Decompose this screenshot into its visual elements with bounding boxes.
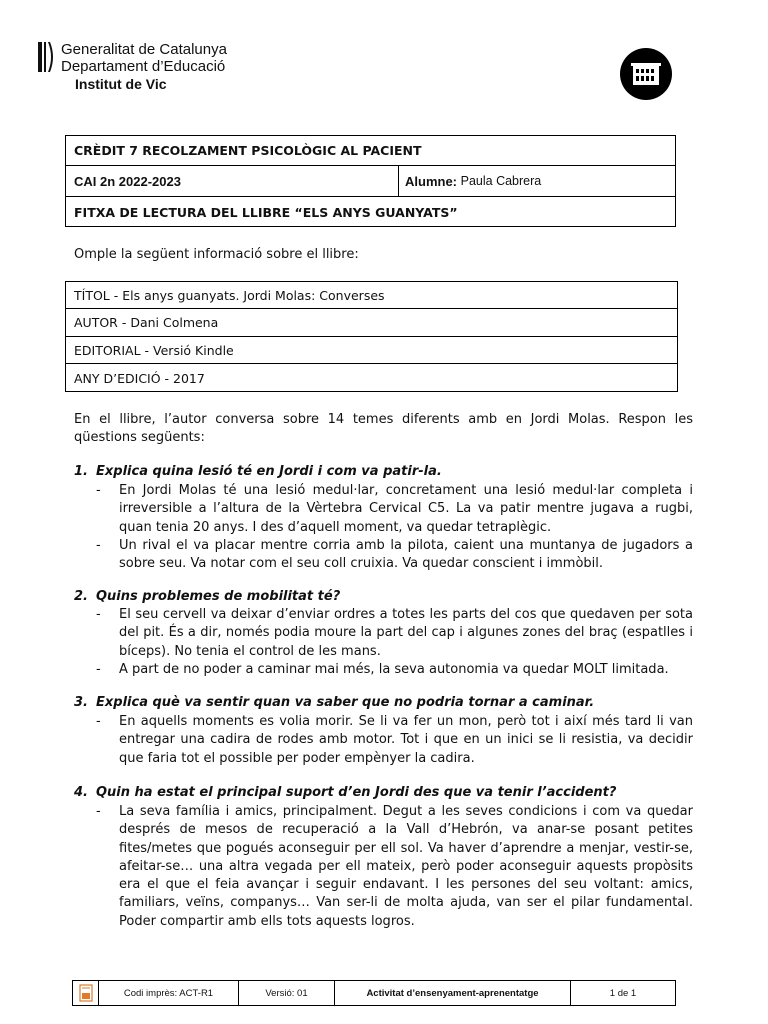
footer-page: 1 de 1 <box>609 987 637 999</box>
question-text: Explica què va sentir quan va saber que no podria tornar a caminar. <box>96 695 595 710</box>
book-author: AUTOR - Dani Colmena <box>66 309 677 337</box>
student-field <box>399 174 541 189</box>
book-info-box <box>65 281 678 392</box>
footer-version: Versió: 01 <box>239 981 335 1005</box>
answer-list-2 <box>96 606 693 679</box>
credit-title: CRÈDIT 7 RECOLZAMENT PSICOLÒGIC AL PACIENT <box>66 136 675 166</box>
student-label: Alumne: <box>405 173 457 189</box>
generalitat-logo-icon <box>38 42 54 72</box>
institute-logo <box>620 48 672 100</box>
answer-item: - Un rival el va placar mentre corria amb la pilota, caient una muntanya de jugadors a sobre seu. Va notar com el seu coll cruixia. Va quedar conscient i immòbil. <box>96 537 693 574</box>
question-number: 3. <box>74 695 88 710</box>
student-name: Paula Cabrera <box>460 174 542 188</box>
footer-logo <box>73 981 99 1005</box>
answer-item: - En Jordi Molas té una lesió medul·lar, concretament una lesió medul·lar completa i irreversible a l’altura de la Vèrtebra Cervical C5. La va patir mentre jugava a rugbi, quan tenia 20 anys. I des d’aquell moment, va quedar tetraplègic. <box>96 482 693 537</box>
course-row <box>66 166 675 197</box>
intro-text: Omple la següent informació sobre el llibre: <box>74 247 359 262</box>
department-name: Departament d’Educació <box>61 58 226 75</box>
footer-activity: Activitat d’ensenyament-aprenentatge <box>335 981 571 1005</box>
course-year: CAI 2n 2022-2023 <box>66 166 399 196</box>
sheet-title: FITXA DE LECTURA DEL LLIBRE “ELS ANYS GUANYATS” <box>74 204 458 220</box>
instructions-text: En el llibre, l’autor conversa sobre 14 temes diferents amb en Jordi Molas. Respon les qüestions següents: <box>74 412 693 445</box>
answer-list-4 <box>96 803 693 931</box>
org-name: Generalitat de Catalunya <box>61 41 227 58</box>
institute-name: Institut de Vic <box>75 76 167 92</box>
question-number: 2. <box>74 589 88 604</box>
answer-item: - El seu cervell va deixar d’enviar ordres a totes les parts del cos que quedaven per sota del pit. És a dir, només podia moure la part del cap i algunes zones del braç (espatlles i bíceps). No tenia el control de les mans. <box>96 606 693 661</box>
answer-list-1 <box>96 482 693 573</box>
document-icon <box>79 984 93 1002</box>
document-footer <box>72 980 676 1006</box>
book-title: TÍTOL - Els anys guanyats. Jordi Molas: Converses <box>66 282 677 309</box>
answer-item: - A part de no poder a caminar mai més, la seva autonomia va quedar MOLT limitada. <box>96 661 693 679</box>
question-number: 1. <box>74 464 88 479</box>
answer-list-3 <box>96 713 693 768</box>
book-publisher: EDITORIAL - Versió Kindle <box>66 337 677 364</box>
question-number: 4. <box>74 785 88 800</box>
question-text: Quins problemes de mobilitat té? <box>96 589 341 604</box>
answer-item: - En aquells moments es volia morir. Se li va fer un mon, però tot i així més tard li van entregar una cadira de rodes amb motor. Tot i que en un inici se li resistia, va decidir que faria tot el possible per poder empènyer la cadira. <box>96 713 693 768</box>
building-icon <box>620 48 672 100</box>
answer-item: - La seva família i amics, principalment. Degut a les seves condicions i com va quedar després de mesos de recuperació a la Vall d’Hebrón, va anar-se posant petites fites/metes que pogués aconseguir per ell sol. Va haver d’aprendre a menjar, vestir-se, afeitar-se… una altra vegada per ell mateix, però poder aconseguir aquests propòsits era el que el feia avançar i seguir endavant. I les persones del seu voltant: amics, familiars, veïns, companys… Van ser-li de molta ajuda, van ser el pilar fundamental. Poder compartir amb ells tots aquests logros. <box>96 803 693 931</box>
question-text: Explica quina lesió té en Jordi i com va patir-la. <box>96 464 442 479</box>
footer-code: Codi imprès: ACT-R1 <box>99 981 239 1005</box>
question-text: Quin ha estat el principal suport d’en Jordi des que va tenir l’accident? <box>96 785 617 800</box>
course-info-box <box>65 135 676 227</box>
book-year: ANY D’EDICIÓ - 2017 <box>74 370 205 386</box>
